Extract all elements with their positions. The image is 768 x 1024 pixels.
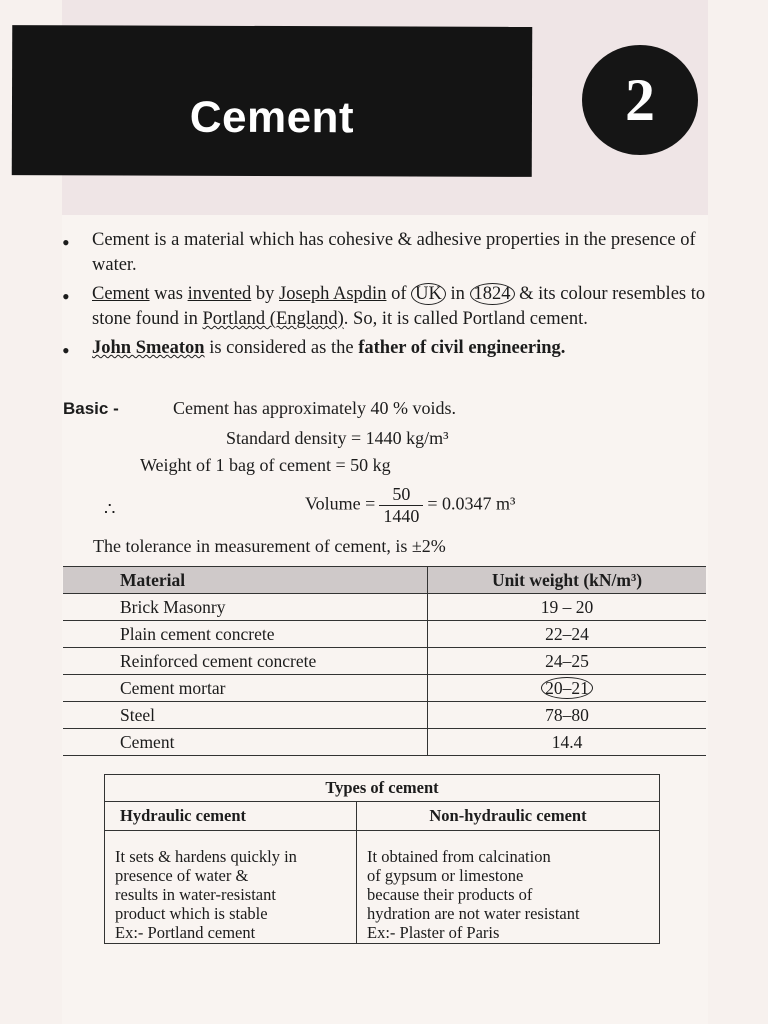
types-header-row (105, 802, 660, 831)
hydraulic-line: product which is stable (115, 904, 268, 923)
invented-word: invented (187, 284, 252, 304)
cement-word: Cement (92, 284, 150, 304)
hydraulic-header: Hydraulic cement (105, 802, 357, 831)
weight-circled: 20–21 (541, 677, 593, 699)
non-hydraulic-line: It obtained from calcination (367, 847, 551, 866)
types-of-cement-table (104, 774, 660, 944)
table-row (63, 729, 706, 756)
bullet-definition (62, 228, 710, 278)
chapter-title: Cement (189, 92, 355, 143)
types-caption: Types of cement (105, 775, 660, 802)
table-row (63, 648, 706, 675)
material-cell: Steel (63, 702, 428, 729)
table-row (63, 675, 706, 702)
weight-cell (428, 675, 707, 702)
portland-place: Portland (England) (202, 309, 344, 329)
weight-cell: 78–80 (428, 702, 707, 729)
material-cell: Cement mortar (63, 675, 428, 702)
unit-weight-table (63, 566, 706, 756)
chapter-number-badge: 2 (582, 45, 698, 155)
bullet-text-2: by (251, 284, 280, 304)
volume-rhs: = 0.0347 m³ (427, 493, 516, 514)
non-hydraulic-example: Ex:- Plaster of Paris (367, 923, 500, 942)
types-body-row (105, 831, 660, 944)
bullet-definition-text: Cement is a material which has cohesive & adhesive properties in the presence of water. (92, 230, 696, 275)
bullet-text-1: was (149, 284, 188, 304)
hydraulic-line: It sets & hardens quickly in (115, 847, 297, 866)
volume-fraction (379, 484, 423, 527)
intro-bullets (62, 228, 710, 365)
hydraulic-example: Ex:- Portland cement (115, 923, 256, 942)
bullet-text-5: & its colour resembles to stone found in (92, 284, 706, 329)
father-phrase: father of civil engineering. (358, 338, 566, 358)
material-cell: Reinforced cement concrete (63, 648, 428, 675)
material-cell: Brick Masonry (63, 594, 428, 621)
volume-formula (305, 484, 515, 527)
unit-weight-header: Unit weight (kN/m³) (428, 567, 707, 594)
non-hydraulic-header: Non-hydraulic cement (357, 802, 660, 831)
weight-cell: 24–25 (428, 648, 707, 675)
non-hydraulic-description (357, 831, 660, 944)
inventor-name: Joseph Aspdin (279, 284, 387, 304)
non-hydraulic-line: hydration are not water resistant (367, 904, 580, 923)
non-hydraulic-line: of gypsum or limestone (367, 866, 524, 885)
chapter-title-bar (12, 25, 533, 177)
bullet-invention (62, 282, 710, 332)
weight-cell: 19 – 20 (428, 594, 707, 621)
density-line: Standard density = 1440 kg/m³ (226, 428, 449, 448)
bullet-text-3: of (386, 284, 412, 304)
material-cell: Cement (63, 729, 428, 756)
bag-weight-line: Weight of 1 bag of cement = 50 kg (140, 455, 391, 475)
weight-cell: 14.4 (428, 729, 707, 756)
voids-line: Cement has approximately 40 % voids. (173, 398, 456, 418)
table-row (63, 594, 706, 621)
table-row (63, 702, 706, 729)
therefore-symbol: ∴ (104, 499, 116, 519)
hydraulic-description (105, 831, 357, 944)
material-header: Material (63, 567, 428, 594)
table-row (63, 621, 706, 648)
types-caption-row (105, 775, 660, 802)
bullet-text-6: . So, it is called Portland cement. (343, 309, 588, 329)
bullet-text-4: in (445, 284, 470, 304)
volume-denominator: 1440 (383, 506, 420, 526)
smeaton-name: John Smeaton (92, 338, 205, 358)
weight-cell: 22–24 (428, 621, 707, 648)
year-circled: 1824 (470, 283, 515, 305)
hydraulic-line: presence of water & (115, 866, 249, 885)
bullet-text-7: is considered as the (204, 338, 359, 358)
volume-lhs: Volume = (305, 493, 376, 514)
bullet-smeaton (62, 336, 710, 361)
tolerance-line: The tolerance in measurement of cement, is ±2% (93, 536, 446, 556)
hydraulic-line: results in water-resistant (115, 885, 276, 904)
volume-numerator: 50 (379, 484, 423, 506)
table-header-row (63, 567, 706, 594)
basic-label: Basic - (63, 399, 119, 418)
non-hydraulic-line: because their products of (367, 885, 533, 904)
country-circled: UK (411, 283, 446, 305)
material-cell: Plain cement concrete (63, 621, 428, 648)
